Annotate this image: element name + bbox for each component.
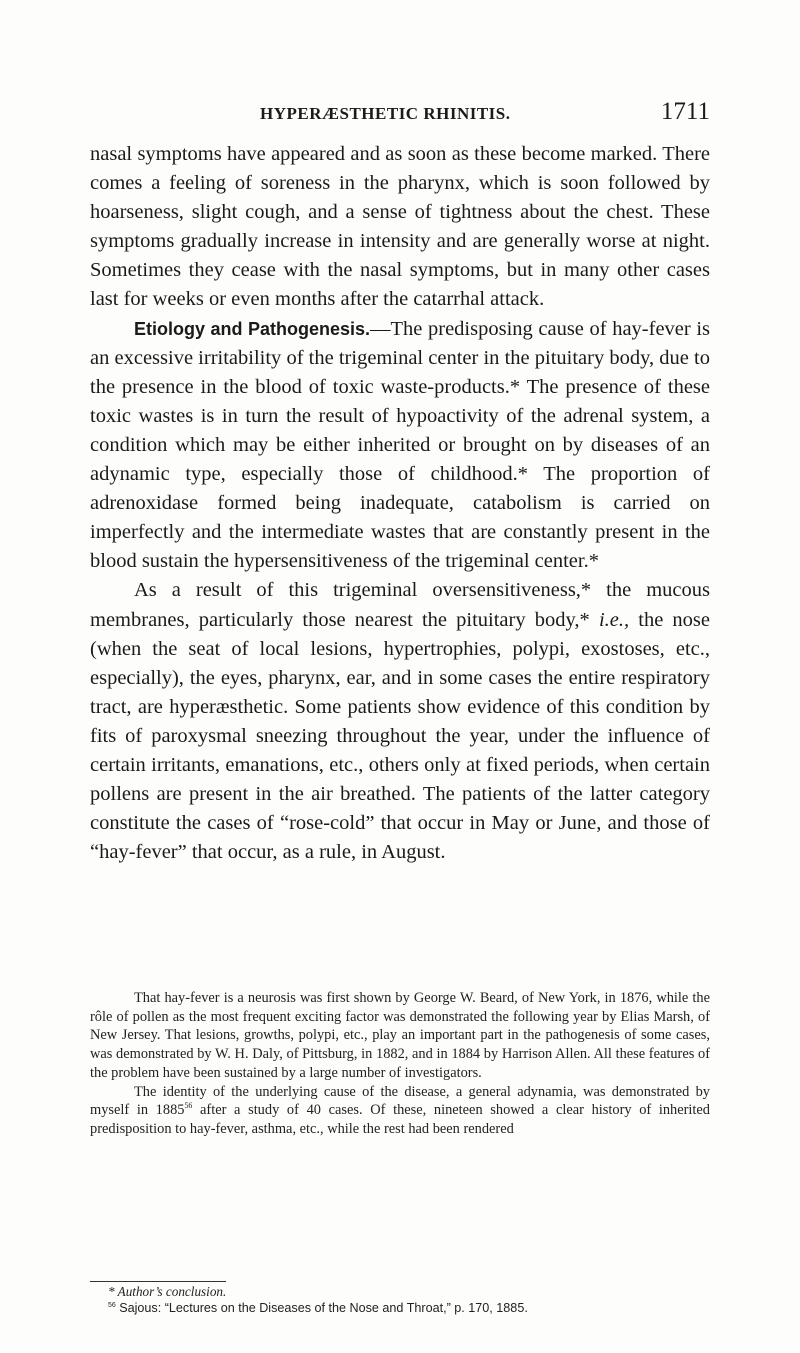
footnote-sajous-text: Sajous: “Lectures on the Diseases of the Nose and Throat,” p. 170, 1885. (115, 1301, 528, 1315)
small-paragraph-identity (90, 1083, 710, 1139)
section-heading-etiology: Etiology and Pathogenesis. (134, 318, 371, 339)
paragraph-symptoms: nasal symptoms have appeared and as soon as these become marked. There comes a feeling of soreness in the pharynx, which is soon followed by hoarseness, slight cough, and a sense of tightness about the chest. These symptoms gradually increase in intensity and are generally worse at night. Sometimes they cease with the nasal symptoms, but in many other cases last for weeks or even months after the catarrhal attack. (90, 143, 710, 311)
footnote-author: * Author’s conclusion. (108, 1284, 227, 1299)
paragraph-etiology (90, 315, 710, 577)
footnote-sajous (108, 1300, 712, 1316)
main-text (90, 140, 710, 867)
footnote-divider (90, 1281, 226, 1282)
footnote-ref-56: 56 (184, 1101, 193, 1111)
page-header (90, 98, 710, 138)
page-number: 1711 (660, 98, 710, 125)
etiology-text: —The predisposing cause of hay-fever is an excessive irritability of the trigeminal center in the pituitary body, due to the presence in the blood of toxic waste-products.* The presence of these toxic wastes is in turn the result of hypoactivity of the adrenal system, a condition which may be either inherited or brought on by diseases of an adynamic type, especially those of childhood.* The proportion of adrenoxidase formed being inadequate, catabolism is carried on imperfectly and the intermediate wastes that are constantly present in the blood sustain the hypersensitiveness of the trigeminal center.* (90, 317, 710, 573)
result-text-b: the nose (when the seat of local lesions, hypertrophies, polypi, exostoses, etc., especially), the eyes, pharynx, ear, and in some cases the entire respiratory tract, are hyperæsthetic. Some patients show evidence of this condition by fits of paroxysmal sneezing throughout the year, under the influence of certain irritants, emanations, etc., others only at fixed periods, when certain pollens are present in the air breathed. The patients of the latter category constitute the cases of “rose-cold” that occur in May or June, and those of “hay-fever” that occur, as a rule, in August. (90, 608, 711, 864)
identity-text-b: after a study of 40 cases. Of these, nineteen showed a clear history of inherited predisposition to hay-fever, asthma, etc., while the rest had been rendered (90, 1102, 710, 1137)
result-text-ie: i.e., (598, 608, 630, 631)
running-title: HYPERÆSTHETIC RHINITIS. (260, 104, 511, 123)
paragraph-result (90, 576, 710, 867)
small-paragraph-history: That hay-fever is a neurosis was first shown by George W. Beard, of New York, in 1876, while the rôle of pollen as the most frequent exciting factor was demonstrated the following year by Elias Marsh, of New Jersey. That lesions, growths, polypi, etc., play an important part in the pathogenesis of some cases, was demonstrated by W. H. Daly, of Pittsburg, in 1882, and in 1884 by Harrison Allen. All these features of the problem have been sustained by a large number of investigators. (90, 990, 710, 1081)
result-text-a: As a result of this trigeminal oversensitiveness,* the mucous membranes, particularly those nearest the pituitary body,* (90, 579, 710, 631)
small-print-section (90, 989, 710, 1139)
footnotes (108, 1284, 712, 1316)
footnote-number-56: 56 (108, 1301, 116, 1309)
identity-text-a: The identity of the underlying cause of the disease, a general adynamia, was demonstrated by myself in 1885 (90, 1083, 710, 1119)
